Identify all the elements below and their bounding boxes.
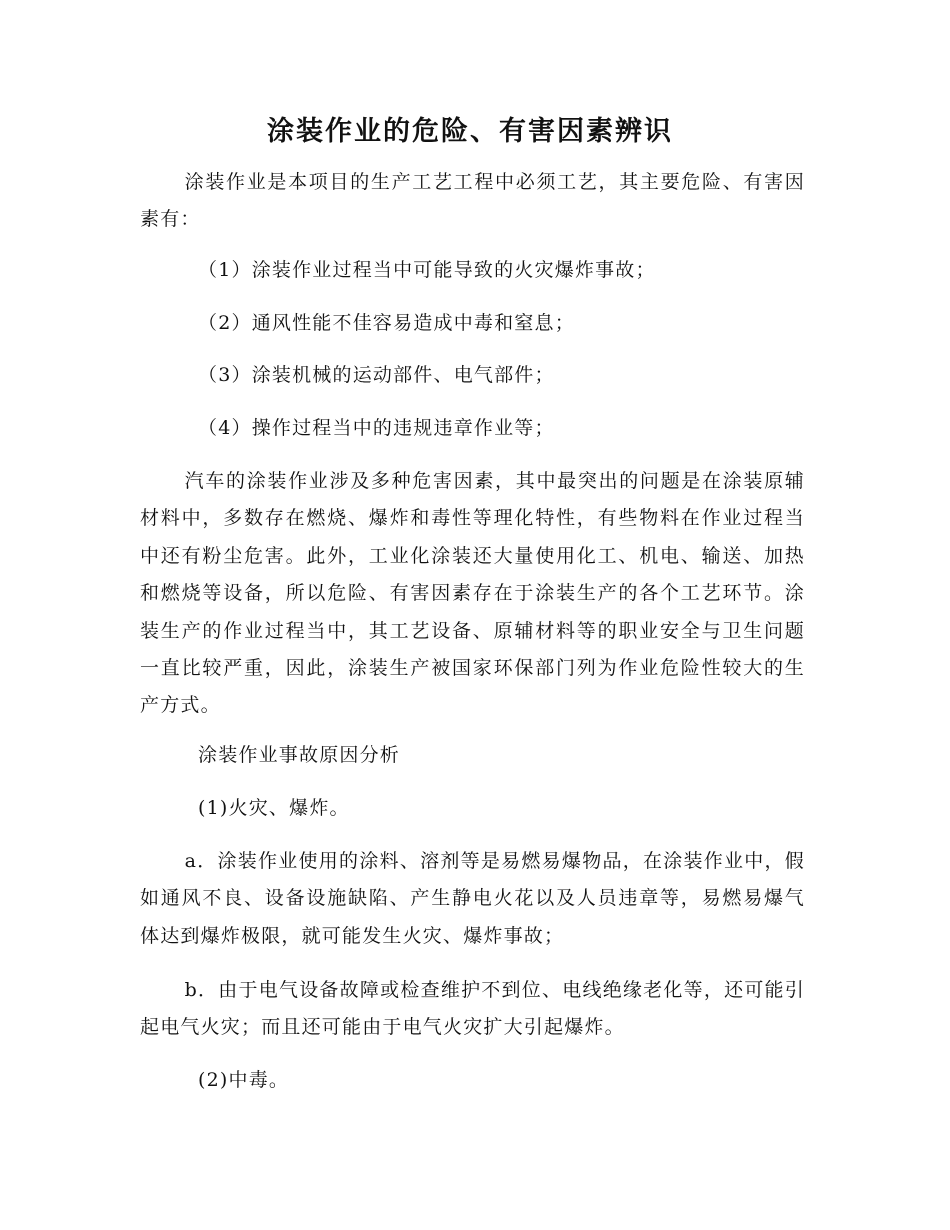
hazard-item-2: （2）通风性能不佳容易造成中毒和窒息； (198, 312, 575, 334)
intro-paragraph: 涂装作业是本项目的生产工艺工程中必须工艺，其主要危险、有害因素有： (140, 171, 805, 231)
fire-explosion-cause-a: a．涂装作业使用的涂料、溶剂等是易燃易爆物品，在涂装作业中，假如通风不良、设备设施缺陷、产生静电火花以及人员违章等，易燃易爆气体达到爆炸极限，就可能发生火灾、爆炸事故； (140, 850, 805, 947)
section-poisoning-heading: (2)中毒。 (198, 1069, 290, 1091)
hazard-item-3: （3）涂装机械的运动部件、电气部件； (198, 364, 555, 386)
hazard-item-1: （1）涂装作业过程当中可能导致的火灾爆炸事故； (198, 259, 656, 281)
section-fire-explosion-heading: (1)火灾、爆炸。 (198, 797, 350, 819)
analysis-heading: 涂装作业事故原因分析 (198, 744, 401, 766)
overview-paragraph: 汽车的涂装作业涉及多种危害因素，其中最突出的问题是在涂装原辅材料中，多数存在燃烧、爆炸和毒性等理化特性，有些物料在作业过程当中还有粉尘危害。此外，工业化涂装还大量使用化工、机电、输送、加热和燃烧等设备，所以危险、有害因素存在于涂装生产的各个工艺环节。涂装生产的作业过程当中，其工艺设备、原辅材料等的职业安全与卫生问题一直比较严重，因此，涂装生产被国家环保部门列为作业危险性较大的生产方式。 (140, 470, 805, 717)
hazard-item-4: （4）操作过程当中的违规违章作业等； (198, 417, 555, 439)
fire-explosion-cause-b: b．由于电气设备故障或检查维护不到位、电线绝缘老化等，还可能引起电气火灾；而且还可能由于电气火灾扩大引起爆炸。 (140, 979, 805, 1039)
document-title: 涂装作业的危险、有害因素辨识 (267, 116, 673, 147)
